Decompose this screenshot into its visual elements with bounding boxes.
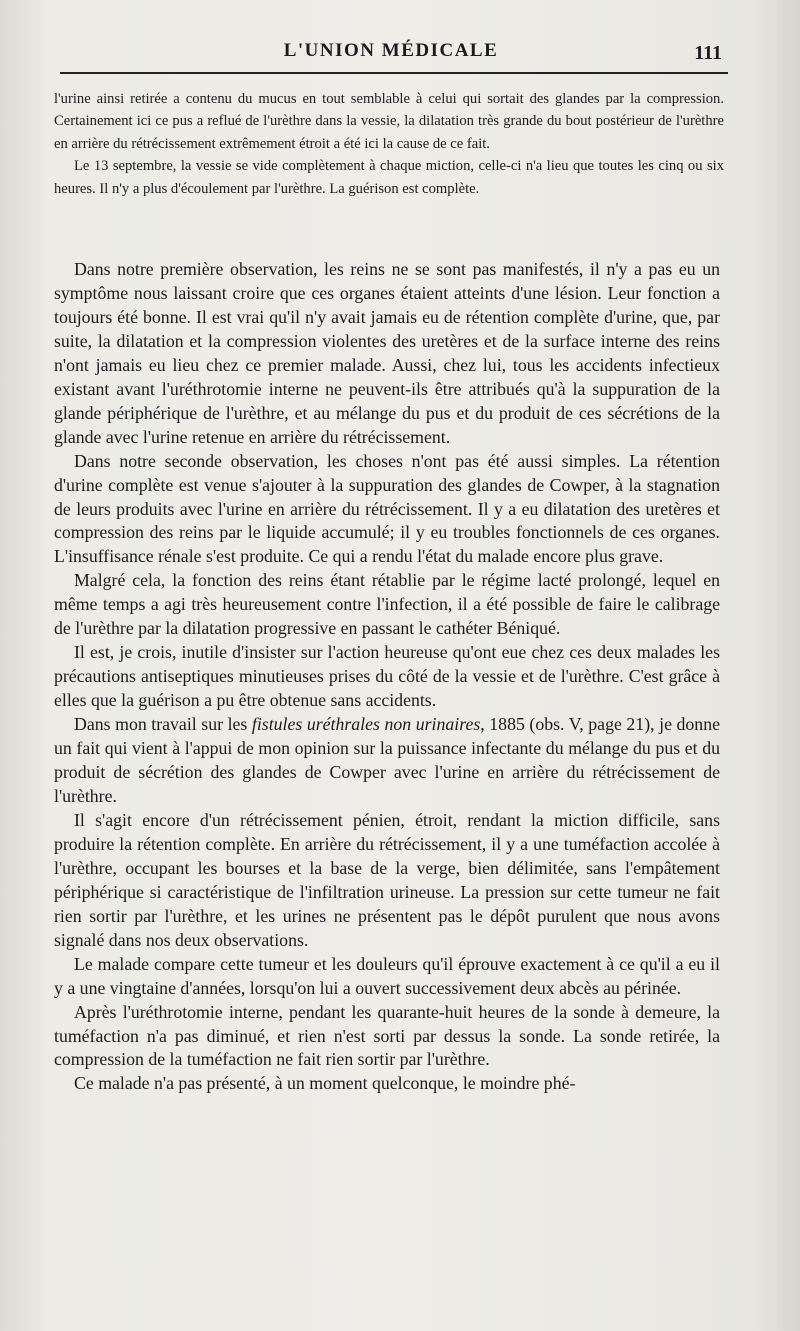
small-paragraph: Le 13 septembre, la vessie se vide complètement à chaque miction, celle-ci n'a lieu que toutes les cinq ou six heures. Il n'y a plus d'écoulement par l'urèthre. La guérison est complète.: [54, 158, 724, 197]
observation-conclusion-block: [54, 88, 724, 200]
paragraph-text: Dans mon travail sur les: [74, 714, 252, 735]
paragraph: Ce malade n'a pas présenté, à un moment quelconque, le moindre phé-: [74, 1073, 576, 1094]
paragraph: Il s'agit encore d'un rétrécissement pénien, étroit, rendant la miction difficile, sans produire la rétention complète. En arrière du rétrécissement, il y a une tuméfaction accolée à l'urèthre, occupant les bourses et la base de la verge, bien délimitée, sans l'empâtement périphérique si caractéristique de l'infiltration urineuse. La pression sur cette tumeur ne fait rien sortir par l'urèthre, et les urines ne présentent pas le dépôt purulent que nous avons signalé dans nos deux observations.: [54, 809, 720, 950]
journal-title: L'UNION MÉDICALE: [283, 40, 499, 61]
main-text: [54, 258, 720, 1096]
header-rule: [60, 72, 728, 74]
paragraph: Après l'uréthrotomie interne, pendant les quarante-huit heures de la sonde à demeure, la tuméfaction n'a pas diminué, et rien n'est sorti par dessus la sonde. La sonde retirée, la compression de la tuméfaction ne fait rien sortir par l'urèthre.: [54, 1001, 720, 1070]
paragraph: Malgré cela, la fonction des reins étant rétablie par le régime lacté prolongé, lequel en même temps a agi très heureusement contre l'infection, il a été possible de faire le calibrage de l'urèthre par la dilatation progressive en passant le cathéter Béniqué.: [54, 570, 720, 639]
running-header: [60, 40, 722, 80]
paragraph-text: , 1885 (obs. V, page 21), je donne un fait qui vient à l'appui de mon opinion sur la puissance infectante du mélange du pus et du produit de sécrétion des glandes de Cowper avec l'urine en arrière du rétrécissement de l'urèthre.: [54, 714, 720, 806]
paragraph: Dans notre seconde observation, les choses n'ont pas été aussi simples. La rétention d'urine complète est venue s'ajouter à la suppuration des glandes de Cowper, à la stagnation de leurs produits avec l'urine en arrière du rétrécissement. Il y a eu dilatation des uretères et compression des reins par le liquide accumulé; il y eu troubles fonctionnels de ces organes. L'insuffisance rénale s'est produite. Ce qui a rendu l'état du malade encore plus grave.: [54, 450, 720, 567]
small-paragraph: l'urine ainsi retirée a contenu du mucus en tout semblable à celui qui sortait des glandes par la compression. Certainement ici ce pus a reflué de l'urèthre dans la vessie, la dilatation très grande du bout postérieur de l'urèthre en arrière du rétrécissement extrêmement étroit a été ici la cause de ce fait.: [54, 91, 724, 152]
page-number: 111: [694, 42, 722, 64]
paragraph: Dans notre première observation, les reins ne se sont pas manifestés, il n'y a pas eu un symptôme nous laissant croire que ces organes étaient atteints d'une lésion. Leur fonction a toujours été bonne. Il est vrai qu'il n'y avait jamais eu de rétention complète d'urine, que, par suite, la dilatation et la compression violentes des uretères et de la surface interne des reins n'ont jamais eu lieu chez ce premier malade. Aussi, chez lui, tous les accidents infectieux existant avant l'uréthrotomie interne ne peuvent-ils être attribués qu'à la suppuration de la glande périphérique de l'urèthre, et au mélange du pus et du produit de ces sécrétions de la glande avec l'urine retenue en arrière du rétrécissement.: [54, 259, 720, 447]
paragraph: [54, 713, 720, 809]
paragraph: Il est, je crois, inutile d'insister sur l'action heureuse qu'ont eue chez ces deux malades les précautions antiseptiques minutieuses prises du côté de la vessie et de l'urèthre. C'est grâce à elles que la guérison a pu être obtenue sans accidents.: [54, 642, 720, 711]
paragraph: Le malade compare cette tumeur et les douleurs qu'il éprouve exactement à ce qu'il a eu il y a une vingtaine d'années, lorsqu'on lui a ouvert successivement deux abcès au périnée.: [54, 953, 720, 998]
cited-work-title: fistules uréthrales non urinaires: [251, 714, 481, 735]
